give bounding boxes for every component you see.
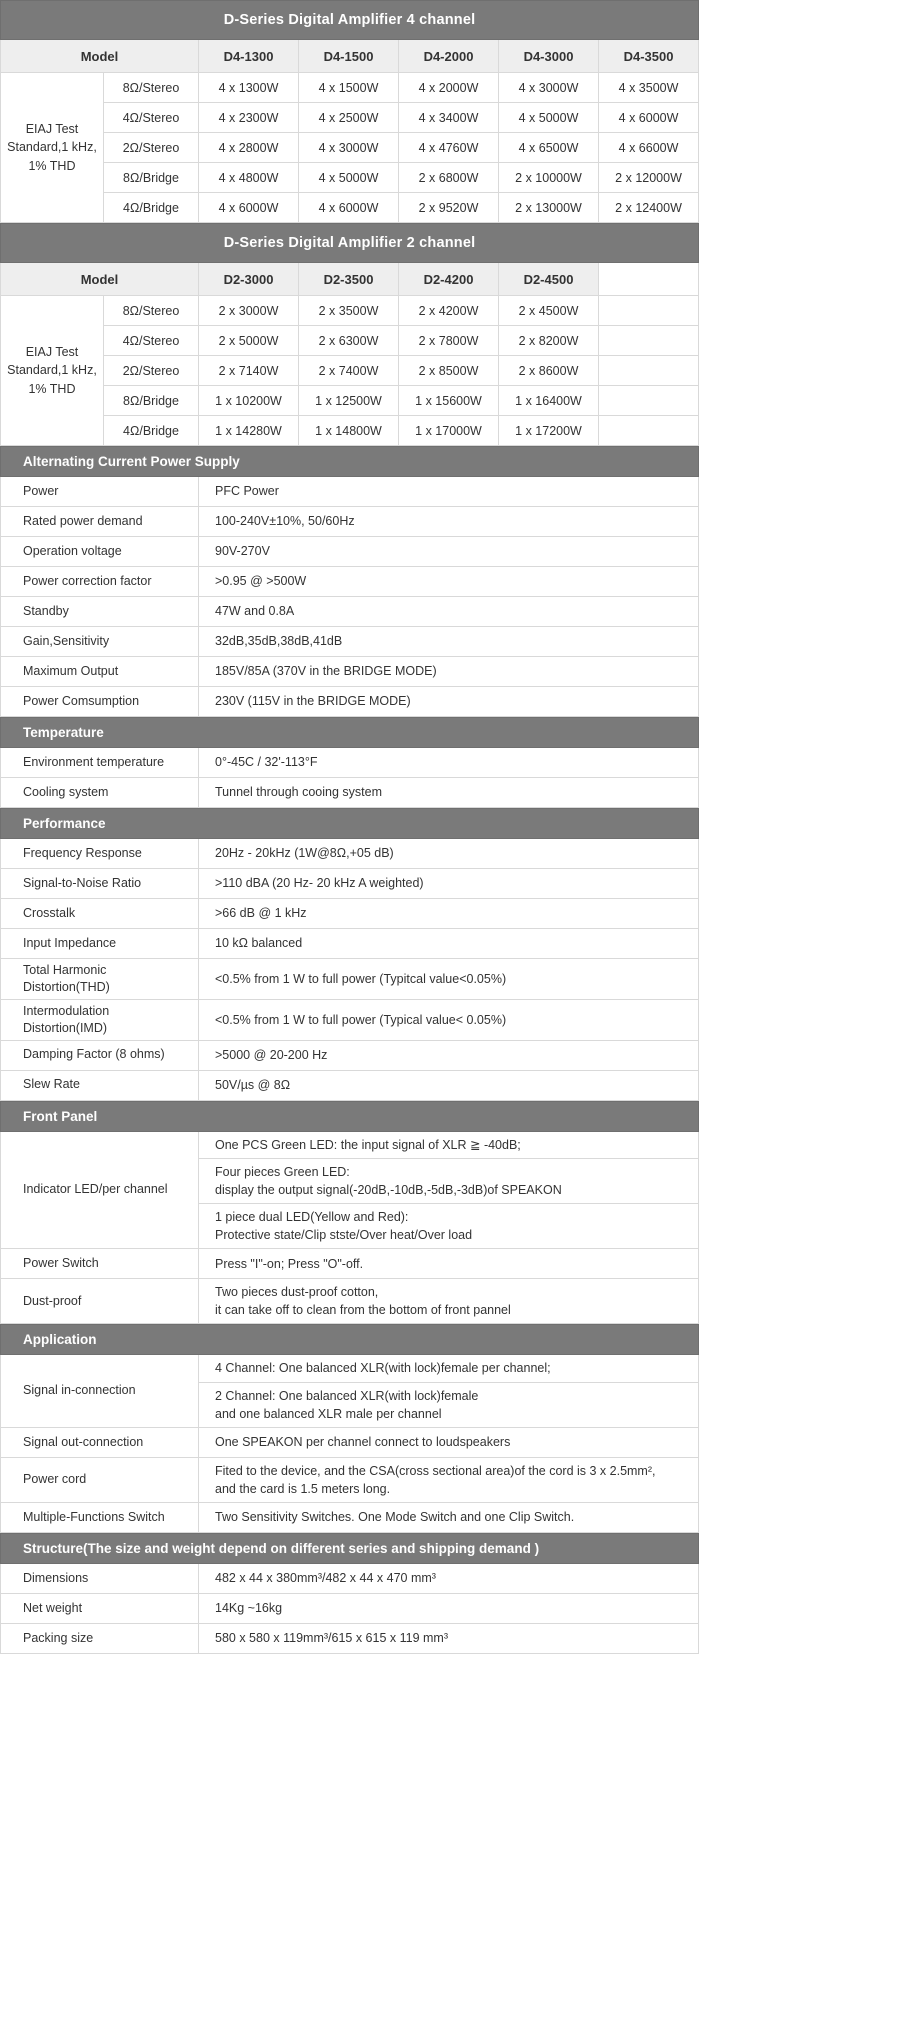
- structure-value-1: 14Kg ~16kg: [199, 1594, 699, 1624]
- amp2-mode-0: 8Ω/Stereo: [104, 296, 199, 326]
- performance-value-0: 20Hz - 20kHz (1W@8Ω,+05 dB): [199, 839, 699, 869]
- application-value-0: [199, 1427, 699, 1457]
- power-label-7: Power Comsumption: [1, 687, 199, 717]
- amp4-r4c0: 4 x 6000W: [199, 193, 299, 223]
- amp4-title: D-Series Digital Amplifier 4 channel: [1, 1, 699, 40]
- application-signal-in-label: Signal in-connection: [1, 1355, 199, 1427]
- amp4-r4c1: 4 x 6000W: [299, 193, 399, 223]
- application-value-0-line-0: One SPEAKON per channel connect to loudspeakers: [215, 1435, 511, 1450]
- performance-value-1: >110 dBA (20 Hz- 20 kHz A weighted): [199, 869, 699, 899]
- amp2-model-3: D2-4500: [499, 263, 599, 296]
- application-signal-in-0-line-0: 4 Channel: One balanced XLR(with lock)female per channel;: [215, 1361, 551, 1376]
- application-table: [0, 1324, 699, 1533]
- front-panel-indicator-value-0: [199, 1131, 699, 1158]
- amp4-r3c4: 2 x 12000W: [599, 163, 699, 193]
- amp2-model-header: Model: [1, 263, 199, 296]
- application-signal-in-1-line-0: 2 Channel: One balanced XLR(with lock)female: [215, 1388, 479, 1403]
- table-row: [1, 1040, 699, 1070]
- performance-label-4-line-1: Distortion(THD): [23, 979, 110, 994]
- table-row: [1, 163, 699, 193]
- structure-value-2: 580 x 580 x 119mm³/615 x 615 x 119 mm³: [199, 1624, 699, 1654]
- structure-table: [0, 1533, 699, 1654]
- application-value-1-line-1: and the card is 1.5 meters long.: [215, 1481, 391, 1496]
- structure-label-0: Dimensions: [1, 1564, 199, 1594]
- front-panel-indicator-label: Indicator LED/per channel: [1, 1131, 199, 1249]
- front-panel-value-0-line-0: Press "I"-on; Press "O"-off.: [215, 1256, 364, 1271]
- power-value-0: PFC Power: [199, 477, 699, 507]
- table-row: [1, 296, 699, 326]
- performance-value-6: >5000 @ 20-200 Hz: [199, 1040, 699, 1070]
- application-section-title: Application: [1, 1325, 699, 1355]
- power-label-0: Power: [1, 477, 199, 507]
- amp4-r2c3: 4 x 6500W: [499, 133, 599, 163]
- amp4-r0c1: 4 x 1500W: [299, 73, 399, 103]
- amp4-r0c4: 4 x 3500W: [599, 73, 699, 103]
- amp4-model-0: D4-1300: [199, 40, 299, 73]
- power-value-1: 100-240V±10%, 50/60Hz: [199, 507, 699, 537]
- amp2-title-row: [1, 224, 699, 263]
- application-value-1-line-0: Fited to the device, and the CSA(cross sectional area)of the cord is 3 x 2.5mm²,: [215, 1463, 656, 1478]
- amp2-r3c2: 1 x 15600W: [399, 386, 499, 416]
- front-panel-indicator-1-line-0: Four pieces Green LED:: [215, 1164, 350, 1179]
- amp2-r3c1: 1 x 12500W: [299, 386, 399, 416]
- amp4-standard-line-1: Standard,1 kHz,: [7, 140, 97, 155]
- table-row: [1, 386, 699, 416]
- amp4-model-2: D4-2000: [399, 40, 499, 73]
- amp2-r2c3: 2 x 8600W: [499, 356, 599, 386]
- power-supply-table: [0, 446, 699, 717]
- amp2-r1c2: 2 x 7800W: [399, 326, 499, 356]
- amp4-r1c4: 4 x 6000W: [599, 103, 699, 133]
- temperature-label-1: Cooling system: [1, 778, 199, 808]
- table-row: [1, 356, 699, 386]
- performance-value-7: 50V/µs @ 8Ω: [199, 1070, 699, 1100]
- performance-label-5-line-1: Distortion(IMD): [23, 1020, 108, 1035]
- power-value-3: >0.95 @ >500W: [199, 567, 699, 597]
- amp4-r2c1: 4 x 3000W: [299, 133, 399, 163]
- table-row: [1, 999, 699, 1040]
- amp2-standard-line-1: Standard,1 kHz,: [7, 363, 97, 378]
- power-value-2: 90V-270V: [199, 537, 699, 567]
- amp4-r4c4: 2 x 12400W: [599, 193, 699, 223]
- amp4-r2c4: 4 x 6600W: [599, 133, 699, 163]
- structure-value-0: 482 x 44 x 380mm³/482 x 44 x 470 mm³: [199, 1564, 699, 1594]
- table-row: [1, 326, 699, 356]
- power-label-1: Rated power demand: [1, 507, 199, 537]
- front-panel-section-row: [1, 1101, 699, 1131]
- amplifier-2-channel-table: [0, 223, 699, 446]
- amp4-mode-1: 4Ω/Stereo: [104, 103, 199, 133]
- table-row: [1, 1457, 699, 1502]
- table-row: [1, 567, 699, 597]
- power-label-3: Power correction factor: [1, 567, 199, 597]
- front-panel-indicator-2-line-1: Protective state/Clip stste/Over heat/Over load: [215, 1228, 473, 1242]
- performance-section-row: [1, 809, 699, 839]
- amp2-r3c0: 1 x 10200W: [199, 386, 299, 416]
- table-row: [1, 597, 699, 627]
- amp2-mode-1: 4Ω/Stereo: [104, 326, 199, 356]
- application-value-1: [199, 1457, 699, 1502]
- front-panel-value-1-line-0: Two pieces dust-proof cotton,: [215, 1285, 379, 1300]
- front-panel-indicator-value-1: [199, 1158, 699, 1203]
- front-panel-value-1-line-1: it can take off to clean from the bottom of front pannel: [215, 1303, 511, 1318]
- amp2-r2c1: 2 x 7400W: [299, 356, 399, 386]
- power-label-6: Maximum Output: [1, 657, 199, 687]
- performance-section-title: Performance: [1, 809, 699, 839]
- structure-section-row: [1, 1534, 699, 1564]
- amp4-standard-line-2: 1% THD: [28, 158, 76, 173]
- structure-label-2: Packing size: [1, 1624, 199, 1654]
- table-row: [1, 657, 699, 687]
- amp2-standard-line-0: EIAJ Test: [25, 345, 79, 360]
- amp2-r1c4: [599, 326, 699, 356]
- amp2-r3c4: [599, 386, 699, 416]
- amp2-model-4: [599, 263, 699, 296]
- amp2-title: D-Series Digital Amplifier 2 channel: [1, 224, 699, 263]
- table-row: [1, 193, 699, 223]
- front-panel-indicator-0-line-0: One PCS Green LED: the input signal of XLR ≧ -40dB;: [215, 1137, 521, 1152]
- performance-value-5: <0.5% from 1 W to full power (Typical value< 0.05%): [199, 999, 699, 1040]
- table-row: [1, 1503, 699, 1533]
- amp2-r2c0: 2 x 7140W: [199, 356, 299, 386]
- amp2-mode-2: 2Ω/Stereo: [104, 356, 199, 386]
- amp4-r1c1: 4 x 2500W: [299, 103, 399, 133]
- application-value-2: [199, 1503, 699, 1533]
- structure-label-1: Net weight: [1, 1594, 199, 1624]
- temperature-label-0: Environment temperature: [1, 748, 199, 778]
- amp4-r2c0: 4 x 2800W: [199, 133, 299, 163]
- amp2-r0c3: 2 x 4500W: [499, 296, 599, 326]
- front-panel-section-title: Front Panel: [1, 1101, 699, 1131]
- application-signal-in-value-1: [199, 1382, 699, 1427]
- table-row: [1, 133, 699, 163]
- table-row: [1, 103, 699, 133]
- performance-label-2: Crosstalk: [1, 899, 199, 929]
- amp4-standard-line-0: EIAJ Test: [25, 122, 79, 137]
- application-signal-in-1-line-1: and one balanced XLR male per channel: [215, 1406, 442, 1421]
- table-row: [1, 627, 699, 657]
- table-row: [1, 1624, 699, 1654]
- performance-label-5: [1, 999, 199, 1040]
- table-row: [1, 73, 699, 103]
- power-value-4: 47W and 0.8A: [199, 597, 699, 627]
- amp4-r1c0: 4 x 2300W: [199, 103, 299, 133]
- front-panel-value-1: [199, 1279, 699, 1324]
- table-row: [1, 929, 699, 959]
- amp4-r3c0: 4 x 4800W: [199, 163, 299, 193]
- power-label-2: Operation voltage: [1, 537, 199, 567]
- structure-section-title: Structure(The size and weight depend on different series and shipping demand ): [1, 1534, 699, 1564]
- performance-label-5-line-0: Intermodulation: [23, 1003, 110, 1018]
- front-panel-indicator-1-line-1: display the output signal(-20dB,-10dB,-5dB,-3dB)of SPEAKON: [215, 1182, 562, 1197]
- table-row: [1, 839, 699, 869]
- amp4-r4c3: 2 x 13000W: [499, 193, 599, 223]
- performance-value-2: >66 dB @ 1 kHz: [199, 899, 699, 929]
- table-row: [1, 537, 699, 567]
- amp2-r4c0: 1 x 14280W: [199, 416, 299, 446]
- front-panel-table: [0, 1101, 699, 1325]
- amp2-standard-line-2: 1% THD: [28, 381, 76, 396]
- performance-table: [0, 808, 699, 1101]
- amp2-r4c1: 1 x 14800W: [299, 416, 399, 446]
- temperature-table: [0, 717, 699, 808]
- temperature-section-title: Temperature: [1, 718, 699, 748]
- amp4-r2c2: 4 x 4760W: [399, 133, 499, 163]
- amp2-r2c2: 2 x 8500W: [399, 356, 499, 386]
- amplifier-4-channel-table: [0, 0, 699, 223]
- table-row: [1, 869, 699, 899]
- amp2-r4c4: [599, 416, 699, 446]
- amp2-model-0: D2-3000: [199, 263, 299, 296]
- amp2-r0c2: 2 x 4200W: [399, 296, 499, 326]
- performance-label-7: Slew Rate: [1, 1070, 199, 1100]
- amp2-r1c1: 2 x 6300W: [299, 326, 399, 356]
- performance-label-1: Signal-to-Noise Ratio: [1, 869, 199, 899]
- table-row: [1, 1564, 699, 1594]
- table-row: [1, 1279, 699, 1324]
- front-panel-label-1: Dust-proof: [1, 1279, 199, 1324]
- table-row: [1, 477, 699, 507]
- amp4-model-header: Model: [1, 40, 199, 73]
- amp2-header-row: [1, 263, 699, 296]
- table-row: [1, 778, 699, 808]
- application-label-0: Signal out-connection: [1, 1427, 199, 1457]
- amp2-model-2: D2-4200: [399, 263, 499, 296]
- front-panel-indicator-2-line-0: 1 piece dual LED(Yellow and Red):: [215, 1209, 409, 1224]
- amp4-standard-label: [1, 73, 104, 223]
- amp2-r0c0: 2 x 3000W: [199, 296, 299, 326]
- application-label-1: Power cord: [1, 1457, 199, 1502]
- table-row: [1, 687, 699, 717]
- performance-label-0: Frequency Response: [1, 839, 199, 869]
- amp4-mode-3: 8Ω/Bridge: [104, 163, 199, 193]
- amp4-r3c2: 2 x 6800W: [399, 163, 499, 193]
- table-row: [1, 959, 699, 1000]
- temperature-section-row: [1, 718, 699, 748]
- application-signal-in-value-0: [199, 1355, 699, 1382]
- power-label-5: Gain,Sensitivity: [1, 627, 199, 657]
- table-row: [1, 1070, 699, 1100]
- amp2-r1c3: 2 x 8200W: [499, 326, 599, 356]
- power-section-row: [1, 447, 699, 477]
- performance-label-4: [1, 959, 199, 1000]
- amp4-header-row: [1, 40, 699, 73]
- amp4-r4c2: 2 x 9520W: [399, 193, 499, 223]
- performance-value-4: <0.5% from 1 W to full power (Typitcal value<0.05%): [199, 959, 699, 1000]
- amp2-mode-4: 4Ω/Bridge: [104, 416, 199, 446]
- table-row: [1, 1131, 699, 1158]
- table-row: [1, 416, 699, 446]
- amp2-model-1: D2-3500: [299, 263, 399, 296]
- performance-label-4-line-0: Total Harmonic: [23, 963, 107, 977]
- power-value-5: 32dB,35dB,38dB,41dB: [199, 627, 699, 657]
- application-section-row: [1, 1325, 699, 1355]
- table-row: [1, 507, 699, 537]
- amp4-r0c3: 4 x 3000W: [499, 73, 599, 103]
- power-label-4: Standby: [1, 597, 199, 627]
- front-panel-label-0: Power Switch: [1, 1249, 199, 1279]
- amp2-r3c3: 1 x 16400W: [499, 386, 599, 416]
- performance-label-3: Input Impedance: [1, 929, 199, 959]
- amp4-r0c2: 4 x 2000W: [399, 73, 499, 103]
- amp2-r4c3: 1 x 17200W: [499, 416, 599, 446]
- application-value-2-line-0: Two Sensitivity Switches. One Mode Switch and one Clip Switch.: [215, 1510, 575, 1525]
- temperature-value-1: Tunnel through cooing system: [199, 778, 699, 808]
- table-row: [1, 748, 699, 778]
- performance-value-3: 10 kΩ balanced: [199, 929, 699, 959]
- power-section-title: Alternating Current Power Supply: [1, 447, 699, 477]
- amp4-title-row: [1, 1, 699, 40]
- application-label-2: Multiple-Functions Switch: [1, 1503, 199, 1533]
- amp2-r0c4: [599, 296, 699, 326]
- amp4-r3c3: 2 x 10000W: [499, 163, 599, 193]
- amp4-model-3: D4-3000: [499, 40, 599, 73]
- table-row: [1, 1249, 699, 1279]
- amp4-mode-4: 4Ω/Bridge: [104, 193, 199, 223]
- front-panel-indicator-value-2: [199, 1203, 699, 1248]
- amp4-model-4: D4-3500: [599, 40, 699, 73]
- power-value-7: 230V (115V in the BRIDGE MODE): [199, 687, 699, 717]
- amp2-standard-label: [1, 296, 104, 446]
- amp2-r1c0: 2 x 5000W: [199, 326, 299, 356]
- amp4-r1c3: 4 x 5000W: [499, 103, 599, 133]
- amp4-model-1: D4-1500: [299, 40, 399, 73]
- amp2-r4c2: 1 x 17000W: [399, 416, 499, 446]
- table-row: [1, 899, 699, 929]
- amp4-r3c1: 4 x 5000W: [299, 163, 399, 193]
- table-row: [1, 1355, 699, 1382]
- amp4-r0c0: 4 x 1300W: [199, 73, 299, 103]
- amp4-mode-0: 8Ω/Stereo: [104, 73, 199, 103]
- amp2-mode-3: 8Ω/Bridge: [104, 386, 199, 416]
- performance-label-6: Damping Factor (8 ohms): [1, 1040, 199, 1070]
- amp4-r1c2: 4 x 3400W: [399, 103, 499, 133]
- table-row: [1, 1594, 699, 1624]
- power-value-6: 185V/85A (370V in the BRIDGE MODE): [199, 657, 699, 687]
- temperature-value-0: 0°-45C / 32'-113°F: [199, 748, 699, 778]
- amp4-mode-2: 2Ω/Stereo: [104, 133, 199, 163]
- amp2-r0c1: 2 x 3500W: [299, 296, 399, 326]
- amp2-r2c4: [599, 356, 699, 386]
- table-row: [1, 1427, 699, 1457]
- front-panel-value-0: [199, 1249, 699, 1279]
